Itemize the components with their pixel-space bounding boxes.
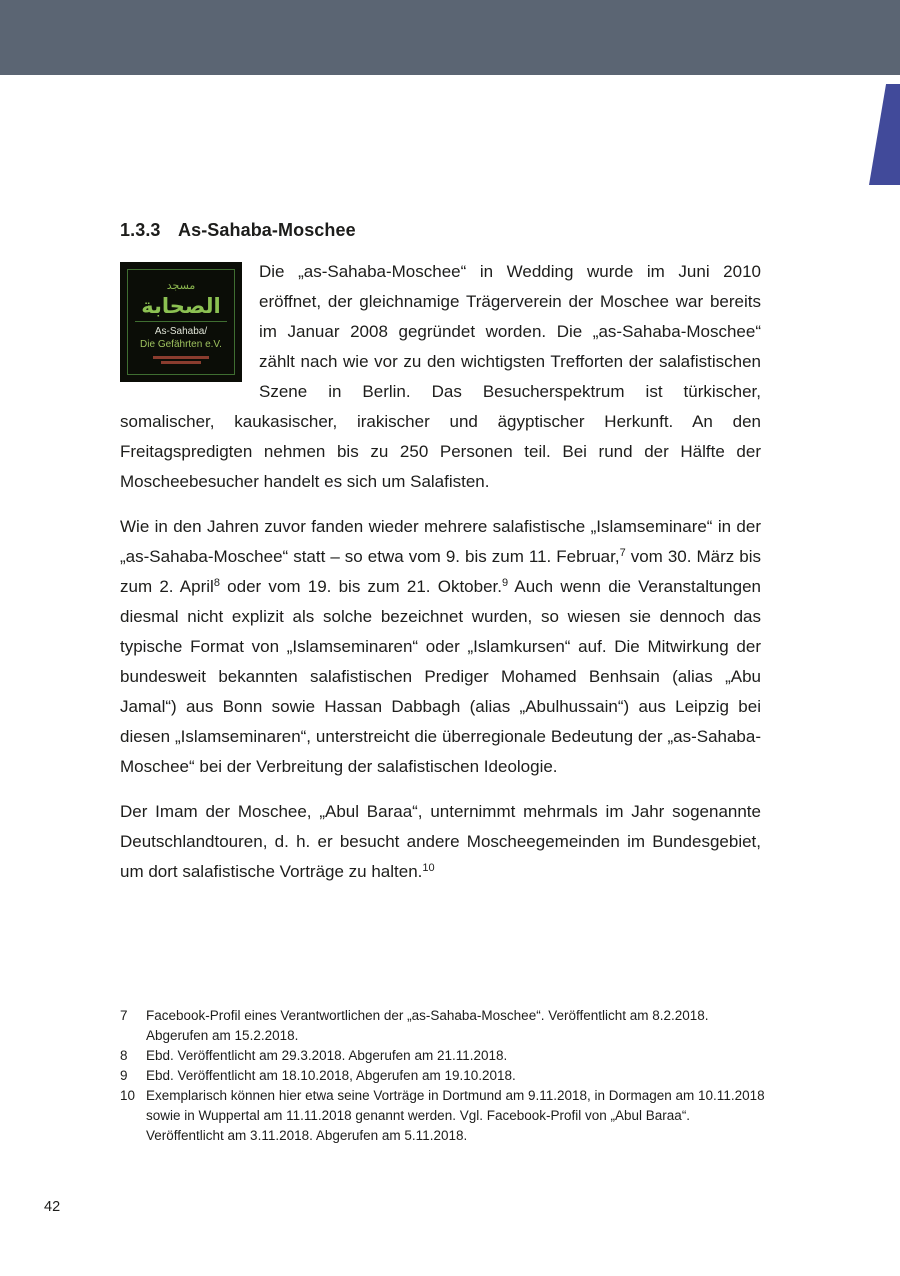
footnote-number: 9 — [120, 1068, 128, 1083]
section-heading — [120, 220, 761, 241]
paragraph-3: Der Imam der Moschee, „Abul Baraa“, unternimmt mehrmals im Jahr sogenannte Deutschlandtouren, d. h. er besucht andere Moscheegemeinden im Bundesgebiet, um dort salafistische Vorträge zu halten.$^{10}$ — [120, 802, 761, 881]
footnote — [120, 1066, 770, 1086]
page-number: 42 — [44, 1199, 61, 1215]
logo-name-german: Die Gefährten e.V. — [140, 339, 222, 350]
footnote-number: 10 — [120, 1088, 136, 1103]
footnote-number: 7 — [120, 1008, 128, 1023]
footnotes-block — [120, 1006, 770, 1146]
body-text — [120, 257, 761, 887]
footnote — [120, 1086, 770, 1146]
logo-arabic-small-text: مسجد — [166, 279, 196, 292]
logo-address-line-decor — [153, 356, 209, 359]
main-content — [120, 220, 761, 887]
corner-accent-shape — [869, 84, 900, 185]
section-title: As-Sahaba-Moschee — [177, 220, 356, 240]
logo-name-latin: As-Sahaba/ — [154, 326, 208, 337]
mosque-logo-image — [120, 262, 242, 382]
header-band — [0, 0, 900, 75]
footnote-text: Exemplarisch können hier etwa seine Vorträge in Dortmund am 9.11.2018, in Dormagen am 10.11.2018 sowie in Wuppertal am 11.11.2018 genannt werden. Vgl. Facebook-Profil von „Abul Baraa“. Veröffentlicht am 3.11.2018. Abgerufen am 5.11.2018. — [146, 1088, 765, 1143]
footnote — [120, 1046, 770, 1066]
footnote-text: Facebook-Profil eines Verantwortlichen der „as-Sahaba-Moschee“. Veröffentlicht am 8.2.2018. Abgerufen am 15.2.2018. — [146, 1008, 709, 1043]
paragraph-1: Die „as-Sahaba-Moschee“ in Wedding wurde im Juni 2010 eröffnet, der gleichnamige Trägerverein der Moschee war bereits im Januar 2008 gegründet worden. Die „as-Sahaba-Moschee“ zählt nach wie vor zu den wichtigsten Trefforten der salafistischen Szene in Berlin. Das Besucherspektrum ist türkischer, somalischer, kaukasischer, irakischer und ägyptischer Herkunft. An den Freitagspredigten nehmen bis zu 250 Personen teil. Bei rund der Hälfte der Moscheebesucher handelt es sich um Salafisten. — [120, 262, 761, 491]
footnote-number: 8 — [120, 1048, 128, 1063]
paragraph-2: Wie in den Jahren zuvor fanden wieder mehrere salafistische „Islamseminare“ in der „as-Sahaba-Moschee“ statt – so etwa vom 9. bis zum 11. Februar,$^7$ vom 30. März bis zum 2. April$^8$ oder vom 19. bis zum 21. Oktober.$^9$ Auch wenn die Veranstaltungen diesmal nicht explizit als solche bezeichnet wurden, so wiesen sie dennoch das typische Format von „Islamseminaren“ oder „Islamkursen“ auf. Die Mitwirkung der bundesweit bekannten salafistischen Prediger Mohamed Benhsain (alias „Abu Jamal“) aus Bonn sowie Hassan Dabbagh (alias „Abulhussain“) aus Leipzig bei diesen „Islamseminaren“, unterstreicht die überregionale Bedeutung der „as-Sahaba-Moschee“ bei der Verbreitung der salafistischen Ideologie. — [120, 517, 762, 776]
footnote-text: Ebd. Veröffentlicht am 18.10.2018, Abgerufen am 19.10.2018. — [146, 1068, 516, 1083]
section-number: 1.3.3 — [120, 220, 161, 240]
footnote — [120, 1006, 770, 1046]
footnote-text: Ebd. Veröffentlicht am 29.3.2018. Abgerufen am 21.11.2018. — [146, 1048, 508, 1063]
mosque-logo-frame — [127, 269, 235, 375]
logo-address-line-decor — [161, 361, 201, 364]
logo-arabic-main-text: الصحابة — [135, 293, 226, 322]
